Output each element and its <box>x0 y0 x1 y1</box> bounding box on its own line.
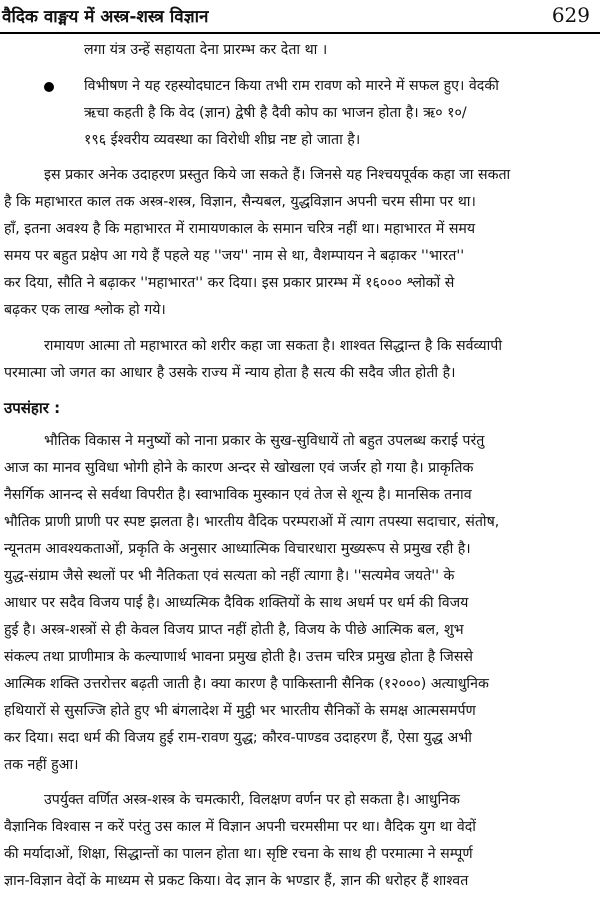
text-line: लगा यंत्र उन्हें सहायता देना प्रारम्भ कर देता था । <box>84 42 328 58</box>
page-number: 629 <box>551 3 590 27</box>
text-line: की मर्यादाओं, शिक्षा, सिद्धान्तों का पालन होता था। सृष्टि रचना के साथ ही परमात्मा ने सम्पूर्ण <box>4 846 473 862</box>
text-line: आधार पर सदैव विजय पाई है। आध्यत्मिक दैविक शक्तियों के साथ अधर्म पर धर्म की विजय <box>4 595 469 611</box>
bullet-icon <box>44 82 54 92</box>
text-line: १९६ ईश्वरीय व्यवस्था का विरोधी शीघ्र नष्ट हो जाता है। <box>84 132 361 148</box>
page-header <box>0 0 600 34</box>
text-line: तक नहीं हुआ। <box>4 757 79 773</box>
text-line: हुई है। अस्त्र-शस्त्रों से ही केवल विजय प्राप्त नहीं होती है, विजय के पीछे आत्मिक बल, शुभ <box>4 622 464 638</box>
text-line: वैज्ञानिक विश्वास न करें परंतु उस काल में विज्ञान अपनी चरमसीमा पर था। वैदिक युग था वेदों <box>4 819 476 835</box>
text-line: विभीषण ने यह रहस्योदघाटन किया तभी राम रावण को मारने में सफल हुए। वेदकी <box>84 78 499 94</box>
text-line: आज का मानव सुविधा भोगी होने के कारण अन्दर से खोखला एवं जर्जर हो गया है। प्राकृतिक <box>4 460 474 476</box>
text-line: ज्ञान-विज्ञान वेदों के माध्यम से प्रकट किया। वेद ज्ञान के भण्डार हैं, ज्ञान की धरोहर हैं शाश्वत <box>4 873 469 889</box>
text-line: कर दिया, सौति ने बढ़ाकर ''महाभारत'' कर दिया। इस प्रकार प्रारम्भ में १६००० श्लोकों से <box>4 275 455 291</box>
text-line: नैसर्गिक आनन्द से सर्वथा विपरीत है। स्वाभाविक मुस्कान एवं तेज से शून्य है। मानसिक तनाव <box>4 487 472 503</box>
text-line: भौतिक विकास ने मनुष्यों को नाना प्रकार के सुख-सुविधायें तो बहुत उपलब्ध कराई परंतु <box>44 433 485 449</box>
section-heading: उपसंहार : <box>4 399 61 417</box>
text-line: समय पर बहुत प्रक्षेप आ गये हैं पहले यह ''जय'' नाम से था, वैशम्पायन ने बढ़ाकर ''भारत'' <box>4 248 465 264</box>
text-line: आत्मिक शक्ति उत्तरोत्तर बढ़ती जाती है। क्या कारण है पाकिस्तानी सैनिक (१२०००) अत्याधुनिक <box>4 676 489 692</box>
text-line: न्यूनतम आवश्यकताओं, प्रकृति के अनुसार आध्यात्मिक विचारधारा मुख्यरूप से प्रमुख रही है। <box>4 541 471 557</box>
text-line: रामायण आत्मा तो महाभारत को शरीर कहा जा सकता है। शाश्वत सिद्धान्त है कि सर्वव्यापी <box>44 338 502 354</box>
text-line: हाँ, इतना अवश्य है कि महाभारत में रामायणकाल के समान चरित्र नहीं था। महाभारत में समय <box>4 221 476 237</box>
running-title: वैदिक वाङ्मय में अस्त्र-शस्त्र विज्ञान <box>2 7 209 27</box>
text-line: युद्ध-संग्राम जैसे स्थलों पर भी नैतिकता एवं सत्यता को नहीं त्यागा है। ''सत्यमेव जयते'' के <box>4 568 455 584</box>
text-line: है कि महाभारत काल तक अस्त्र-शस्त्र, विज्ञान, सैन्यबल, युद्धविज्ञान अपनी चरम सीमा पर था। <box>4 194 476 210</box>
text-line: इस प्रकार अनेक उदाहरण प्रस्तुत किये जा सकते हैं। जिनसे यह निश्चयपूर्वक कहा जा सकता <box>44 167 511 183</box>
text-line: परमात्मा जो जगत का आधार है उसके राज्य में न्याय होता है सत्य की सदैव जीत होती है। <box>4 365 456 381</box>
text-line: भौतिक प्राणी प्राणी पर स्पष्ट झलता है। भारतीय वैदिक परम्पराओं में त्याग तपस्या सदाचार, संतोष, <box>4 514 500 530</box>
text-line: कर दिया। सदा धर्म की विजय हुई राम-रावण युद्ध; कौरव-पाण्डव उदाहरण हैं, ऐसा युद्ध अभी <box>4 730 472 746</box>
header-rule <box>0 32 600 34</box>
text-line: संकल्प तथा प्राणीमात्र के कल्याणार्थ भावना प्रमुख होती है। उत्तम चरित्र प्रमुख होता है जिससे <box>4 649 473 665</box>
text-line: उपर्युक्त वर्णित अस्त्र-शस्त्र के चमत्कारी, विलक्षण वर्णन पर हो सकता है। आधुनिक <box>44 792 460 808</box>
text-line: ऋचा कहती है कि वेद (ज्ञान) द्वेषी है दैवी कोप का भाजन होता है। ऋ० १०/ <box>84 105 467 121</box>
text-line: बढ़कर एक लाख श्लोक हो गये। <box>4 302 166 318</box>
text-line: हथियारों से सुसज्जि होते हुए भी बंगलादेश में मुट्ठी भर भारतीय सैनिकों के समक्ष आत्मसमर्पण <box>4 703 476 719</box>
